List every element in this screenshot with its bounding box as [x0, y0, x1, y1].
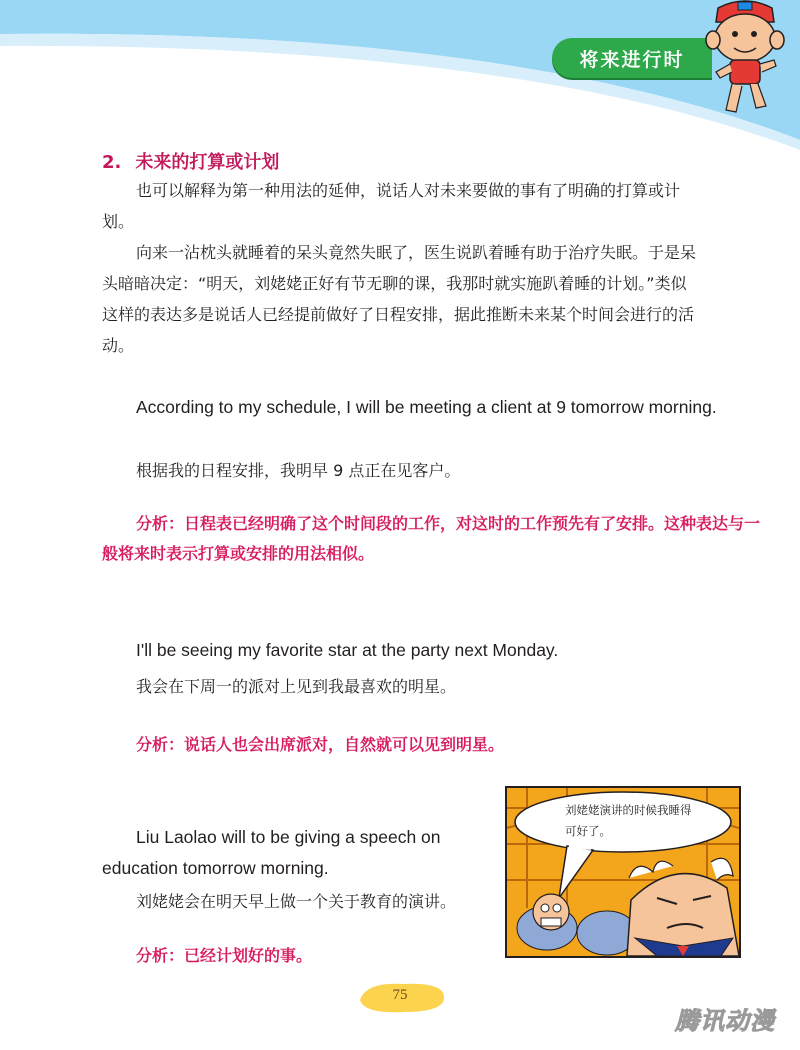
example-analysis-1: 分析：日程表已经明确了这个时间段的工作，对这时的工作预先有了安排。这种表达与一般将来时表示打算或安排的用法相似。 — [102, 514, 761, 563]
example-chinese-1: 根据我的日程安排，我明早 9 点正在见客户。 — [136, 461, 461, 480]
comic-panel — [505, 786, 741, 958]
example-english-3: Liu Laolao will to be giving a speech on education tomorrow morning. — [102, 827, 441, 878]
paragraph-story: 向来一沾枕头就睡着的呆头竟然失眠了，医生说趴着睡有助于治疗失眠。于是呆头暗暗决定：“明天，刘姥姥正好有节无聊的课，我那时就实施趴着睡的计划。”类似这样的表达多是说话人已经提前做好了日程安排，据此推断未来某个时间会进行的活动。 — [102, 243, 697, 355]
chapter-tab-label: 将来进行时 — [579, 48, 685, 71]
page-number-badge — [352, 978, 448, 1018]
section-number: 2. — [102, 152, 122, 173]
section-title: 未来的打算或计划 — [135, 152, 280, 173]
example-english-1: According to my schedule, I will be meeting a client at 9 tomorrow morning. — [136, 397, 717, 417]
example-chinese-2: 我会在下周一的派对上见到我最喜欢的明星。 — [136, 677, 457, 696]
example-english-2: I'll be seeing my favorite star at the party next Monday. — [136, 640, 559, 660]
header-band — [0, 0, 800, 160]
example-analysis-3: 分析：已经计划好的事。 — [136, 946, 313, 965]
chapter-tab — [552, 38, 712, 78]
speech-bubble-text: 刘姥姥演讲的时候我睡得可好了。 — [565, 803, 692, 838]
watermark-logo: 腾讯动漫 — [675, 1007, 775, 1035]
section-heading — [102, 148, 279, 174]
mascot-character-illustration — [690, 0, 800, 118]
example-analysis-2: 分析：说话人也会出席派对，自然就可以见到明星。 — [136, 735, 505, 754]
example-chinese-3: 刘姥姥会在明天早上做一个关于教育的演讲。 — [136, 892, 457, 911]
paragraph-intro: 也可以解释为第一种用法的延伸，说话人对未来要做的事有了明确的打算或计划。 — [102, 181, 681, 231]
page-number: 75 — [392, 987, 408, 1003]
